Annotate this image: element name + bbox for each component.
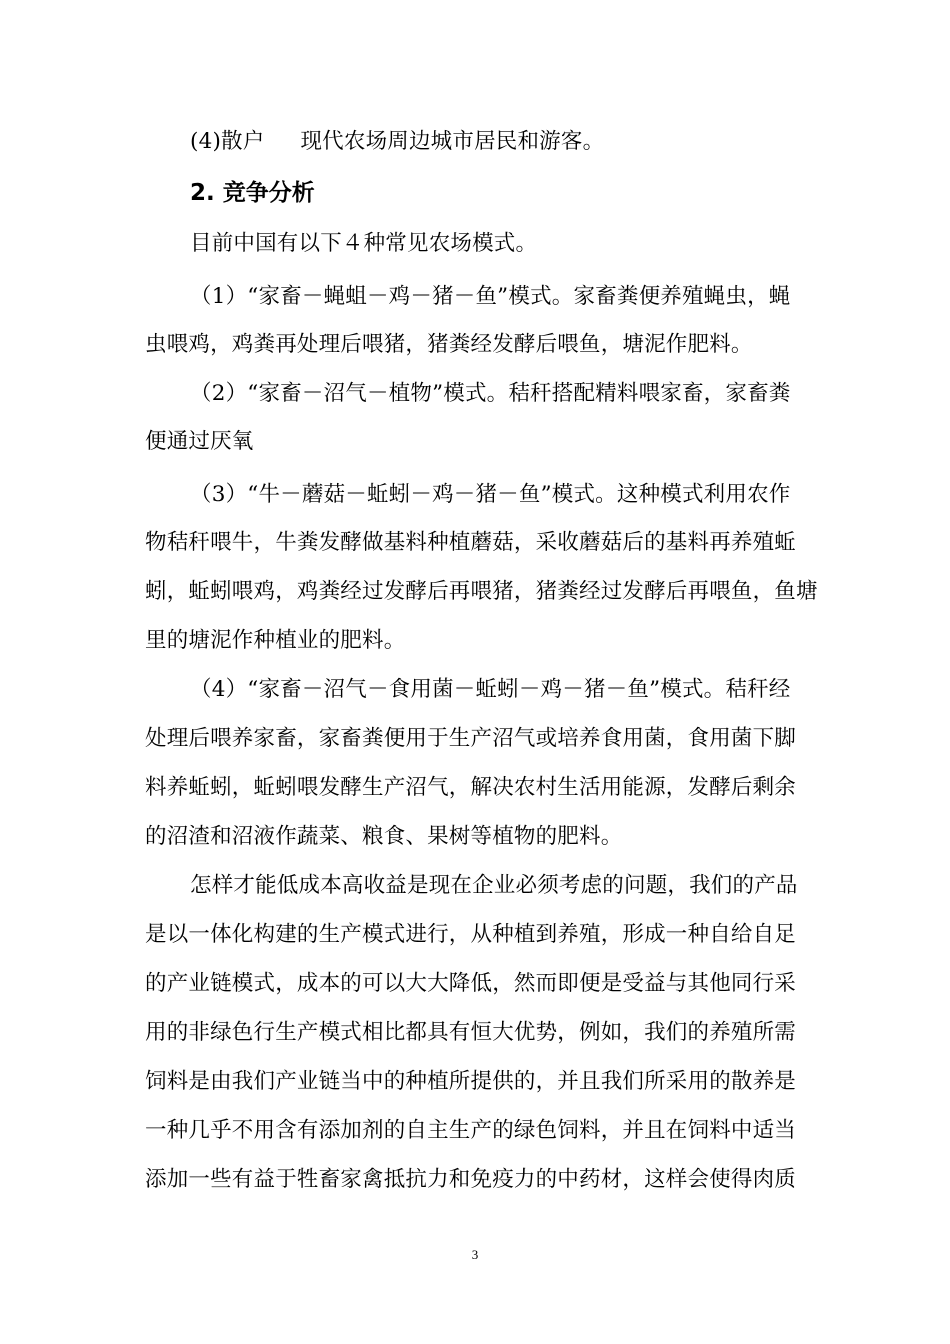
section-heading: 2. 竞争分析 xyxy=(190,180,315,206)
analysis-line-2: 是以一体化构建的生产模式进行，从种植到养殖，形成一种自给自足 xyxy=(145,922,797,947)
mode3-line-2: 物秸秆喂牛，牛粪发酵做基料种植蘑菇，采收蘑菇后的基料再养殖蚯 xyxy=(145,530,797,555)
mode3-line-1: （3）“牛－蘑菇－蚯蚓－鸡－猪－鱼”模式。这种模式利用农作 xyxy=(190,482,791,507)
intro-paragraph: 目前中国有以下４种常见农场模式。 xyxy=(190,231,538,256)
customer-item-label: (4)散户 xyxy=(190,129,265,154)
analysis-line-7: 添加一些有益于牲畜家禽抵抗力和免疫力的中药材，这样会使得肉质 xyxy=(145,1167,797,1192)
analysis-line-6: 一种几乎不用含有添加剂的自主生产的绿色饲料，并且在饲料中适当 xyxy=(145,1118,797,1143)
mode4-line-4: 的沼渣和沼液作蔬菜、粮食、果树等植物的肥料。 xyxy=(145,824,623,849)
mode2-line-1: （2）“家畜－沼气－植物”模式。秸秆搭配精料喂家畜，家畜粪 xyxy=(190,381,791,406)
customer-item xyxy=(190,128,850,156)
mode3-line-3: 蚓，蚯蚓喂鸡，鸡粪经过发酵后再喂猪，猪粪经过发酵后再喂鱼，鱼塘 xyxy=(145,579,818,604)
analysis-line-1: 怎样才能低成本高收益是现在企业必须考虑的问题，我们的产品 xyxy=(190,873,798,898)
mode3-line-4: 里的塘泥作种植业的肥料。 xyxy=(145,628,406,653)
mode4-line-2: 处理后喂养家畜，家畜粪便用于生产沼气或培养食用菌，食用菌下脚 xyxy=(145,726,797,751)
page-number: 3 xyxy=(471,1247,479,1262)
mode2-line-2: 便通过厌氧 xyxy=(145,429,254,454)
customer-item-desc: 现代农场周边城市居民和游客。 xyxy=(300,129,605,154)
analysis-line-5: 饲料是由我们产业链当中的种植所提供的，并且我们所采用的散养是 xyxy=(145,1069,797,1094)
analysis-line-4: 用的非绿色行生产模式相比都具有恒大优势，例如，我们的养殖所需 xyxy=(145,1020,797,1045)
mode4-line-3: 料养蚯蚓，蚯蚓喂发酵生产沼气，解决农村生活用能源，发酵后剩余 xyxy=(145,775,797,800)
mode4-line-1: （4）“家畜－沼气－食用菌－蚯蚓－鸡－猪－鱼”模式。秸秆经 xyxy=(190,677,791,702)
mode1-line-1: （1）“家畜－蝇蛆－鸡－猪－鱼”模式。家畜粪便养殖蝇虫，蝇 xyxy=(190,284,791,309)
analysis-line-3: 的产业链模式，成本的可以大大降低，然而即便是受益与其他同行采 xyxy=(145,971,797,996)
mode1-line-2: 虫喂鸡，鸡粪再处理后喂猪，猪粪经发酵后喂鱼，塘泥作肥料。 xyxy=(145,332,753,357)
